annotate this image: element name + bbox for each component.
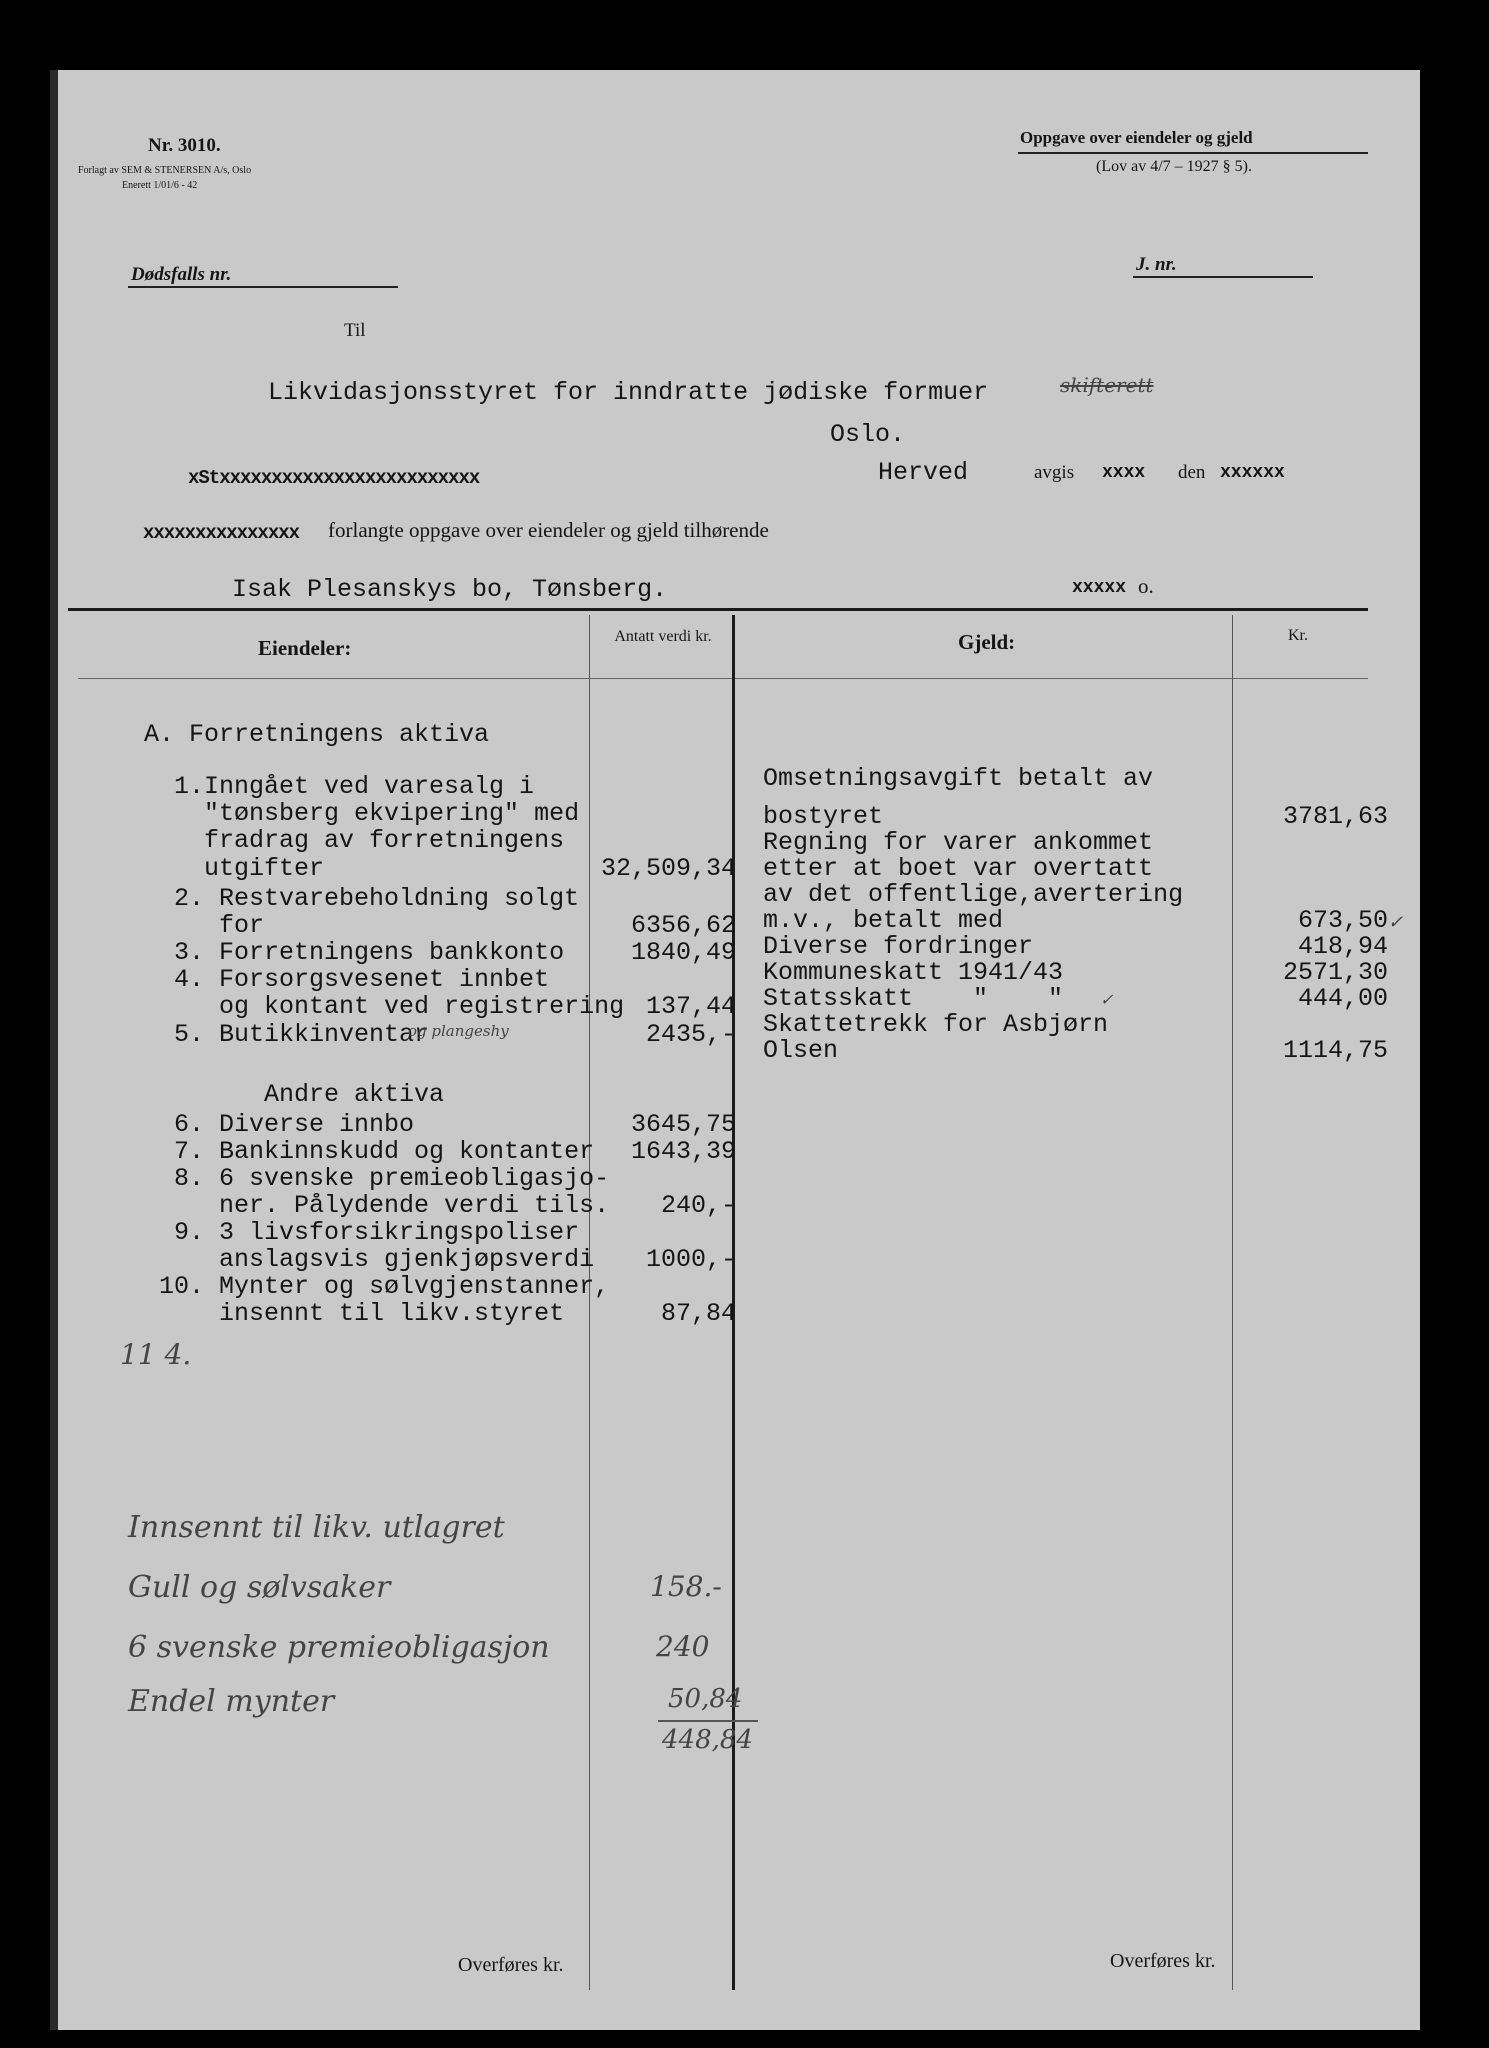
asset-row-text: 10. Mynter og sølvgjenstanner,: [144, 1272, 610, 1301]
asset-row-text: for: [144, 911, 265, 940]
debt-row-value: 3781,63: [1282, 802, 1388, 831]
asset-row-text: 1.Inngået ved varesalg i: [144, 772, 535, 801]
header-kr: Kr.: [1288, 627, 1308, 644]
debt-row-value: 418,94: [1297, 932, 1388, 961]
asset-row-value: 240,-: [660, 1191, 736, 1220]
struck-line: xStxxxxxxxxxxxxxxxxxxxxxxxxx: [188, 467, 480, 489]
publisher-line: Forlagt av SEM & STENERSEN A/s, Oslo: [78, 165, 252, 176]
asset-row-text: 2. Restvarebeholdning solgt: [144, 884, 580, 913]
asset-row-text: "tønsberg ekvipering" med: [144, 799, 580, 828]
asset-row-text: ner. Pålydende verdi tils.: [144, 1191, 610, 1220]
form-number: Nr. 3010.: [148, 135, 221, 156]
debt-row-text: Regning for varer ankommet: [763, 828, 1154, 857]
header-value: Antatt verdi kr.: [614, 628, 712, 645]
asset-row-text: og kontant ved registrering: [144, 992, 625, 1021]
debt-row-text: Olsen: [763, 1036, 839, 1065]
handwritten-line3: 6 svenske premieobligasjon: [128, 1630, 550, 1665]
handwritten-line4-value: 50,84: [668, 1684, 743, 1714]
debt-row-text: Statsskatt " ": [763, 984, 1064, 1013]
check-mark: ✓: [1388, 912, 1404, 933]
herved: Herved: [878, 458, 969, 487]
jnr-label: J. nr.: [1136, 254, 1177, 275]
enerett-line: Enerett 1/01/6 - 42: [122, 180, 198, 191]
table-header-rule: [78, 678, 1368, 679]
value-col-divider: [589, 615, 590, 1990]
estate-strike: xxxxx: [1072, 578, 1127, 598]
den-strike: xxxxxx: [1220, 463, 1285, 483]
den-label: den: [1178, 462, 1206, 483]
document-page: [50, 70, 1420, 2030]
recipient: Likvidasjonsstyret for inndratte jødiske formuer: [268, 378, 989, 407]
debt-row-value: 1114,75: [1282, 1036, 1388, 1065]
handwritten-line1: Innsennt til likv. utlagret: [128, 1510, 505, 1545]
asset-row-value: 32,509,34: [600, 854, 736, 883]
asset-row-value: 1840,49: [630, 938, 736, 967]
debt-row-text: av det offentlige,avertering: [763, 880, 1184, 909]
handwritten-line2-value: 158.-: [650, 1570, 722, 1603]
sum-underline: [658, 1720, 758, 1722]
header-assets: Eiendeler:: [258, 636, 352, 660]
form-title: Oppgave over eiendeler og gjeld: [1020, 128, 1253, 147]
asset-row-text: 4. Forsorgsvesenet innbet: [144, 965, 550, 994]
asset-row-text: 9. 3 livsforsikringspoliser: [144, 1218, 580, 1247]
asset-row-text: 3. Forretningens bankkonto: [144, 938, 565, 967]
title-underline: [1018, 152, 1368, 154]
kr-col-divider: [1232, 615, 1233, 1990]
asset-row-value: 87,84: [660, 1299, 736, 1328]
asset-row-value: 1000,-: [645, 1245, 736, 1274]
table-top-rule: [68, 608, 1368, 611]
debt-row-value: 673,50: [1297, 906, 1388, 935]
debt-row-text: Kommuneskatt 1941/43: [763, 958, 1064, 987]
asset-row-text: utgifter: [144, 854, 325, 883]
avgis-strike: xxxx: [1102, 463, 1146, 483]
debt-row-text: Skattetrekk for Asbjørn: [763, 1010, 1109, 1039]
debt-row-value: 2571,30: [1282, 958, 1388, 987]
asset-row-text: 8. 6 svenske premieobligasjo-: [144, 1164, 610, 1193]
debt-row-text: Omsetningsavgift betalt av: [763, 764, 1154, 793]
debt-row-text: bostyret: [763, 802, 884, 831]
asset-row-text: Andre aktiva: [144, 1080, 445, 1109]
debt-row-text: m.v., betalt med: [763, 906, 1004, 935]
debt-row-text: Diverse fordringer: [763, 932, 1034, 961]
recipient-strike: skifterett: [1060, 373, 1154, 397]
handwritten-mark: 11 4.: [120, 1338, 192, 1371]
handwritten-note-butikk: og plangeshy: [408, 1022, 509, 1040]
asset-row-text: 6. Diverse innbo: [144, 1110, 415, 1139]
estate-name: Isak Plesanskys bo, Tønsberg.: [232, 575, 668, 604]
line2-strike: xxxxxxxxxxxxxxx: [143, 522, 300, 544]
asset-row-value: 6356,62: [630, 911, 736, 940]
avgis-label: avgis: [1034, 462, 1075, 483]
asset-row-value: 137,44: [645, 992, 736, 1021]
city: Oslo.: [830, 420, 906, 449]
handwritten-line3-value: 240: [656, 1630, 710, 1663]
asset-row-value: 1643,39: [630, 1137, 736, 1166]
dodsfalls-label: Dødsfalls nr.: [131, 264, 232, 285]
handwritten-line4: Endel mynter: [128, 1684, 335, 1719]
asset-row-value: 3645,75: [630, 1110, 736, 1139]
debt-row-value: 444,00: [1297, 984, 1388, 1013]
asset-row-value: 2435,-: [645, 1020, 736, 1049]
til-label: Til: [344, 320, 366, 341]
asset-row-text: 7. Bankinnskudd og kontanter: [144, 1137, 595, 1166]
jnr-line: [1133, 276, 1313, 278]
handwritten-total: 448,84: [662, 1725, 753, 1755]
asset-row-text: fradrag av forretningens: [144, 826, 565, 855]
asset-row-text: A. Forretningens aktiva: [144, 720, 490, 749]
footer-right-carry: Overføres kr.: [1110, 1950, 1216, 1972]
asset-row-text: anslagsvis gjenkjøpsverdi: [144, 1245, 595, 1274]
handwritten-line2: Gull og sølvsaker: [128, 1570, 391, 1605]
estate-suffix: o.: [1138, 574, 1154, 598]
line2-text: forlangte oppgave over eiendeler og gjeld tilhørende: [328, 518, 769, 542]
law-reference: (Lov av 4/7 – 1927 § 5).: [1096, 158, 1252, 175]
debt-row-text: etter at boet var overtatt: [763, 854, 1154, 883]
header-debt: Gjeld:: [958, 630, 1016, 654]
tick-mark: ✓: [1100, 990, 1114, 1009]
asset-row-text: 5. Butikkinventar: [144, 1020, 430, 1049]
dodsfalls-line: [128, 286, 398, 288]
footer-left-carry: Overføres kr.: [458, 1954, 564, 1976]
asset-row-text: insennt til likv.styret: [144, 1299, 565, 1328]
